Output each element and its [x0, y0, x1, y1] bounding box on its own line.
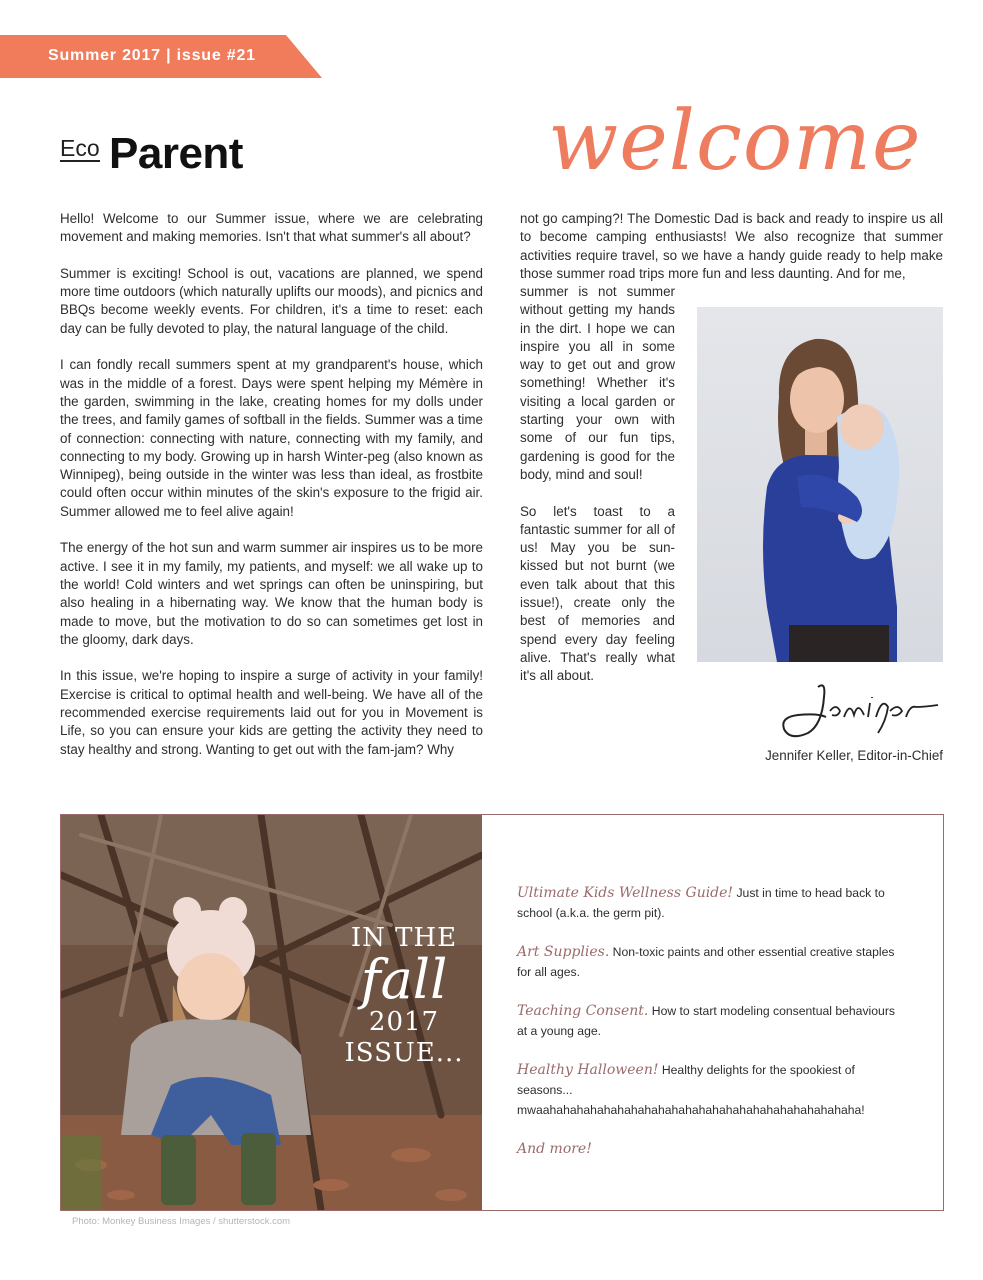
photo-credit: Photo: Monkey Business Images / shutterstock.com — [72, 1216, 291, 1227]
promo-item — [517, 1139, 907, 1159]
promo-item-text: Healthy delights for the spookiest of seasons... mwaahahahahahahahahahahahahahahahahahahahahahahaha! — [517, 1063, 865, 1117]
letter-right-column — [520, 283, 675, 704]
promo-item-head: Teaching Consent. — [517, 1003, 649, 1019]
promo-title-line3: 2017 — [368, 1007, 440, 1037]
signature-scribble — [778, 677, 944, 747]
letter-paragraph: So let's toast to a fantastic summer for all of us! May you be sun-kissed but not burnt (we even talk about that this issue!), create only the best of memories and spend every day feeling alive. That's really what it's all about. — [520, 503, 675, 684]
logo-eco: Eco — [60, 135, 100, 161]
editor-credit: Jennifer Keller, Editor-in-Chief — [765, 748, 943, 763]
logo-parent: Parent — [109, 129, 243, 178]
letter-paragraph: I can fondly recall summers spent at my grandparent's house, which was in the middle of a forest. Days were spent helping my Mémère in the garden, swimming in the lake, creating homes for my dolls under the trees, and family games of softball in the fields. Summer was a time of connection: connecting with nature, connecting with my family, and connecting to my body. Growing up in harsh Winter-peg (also known as Winnipeg), being outside in the winter was less than ideal, as frostbite could often occur within minutes of the skin's exposure to the frigid air. Summer allowed me to feel alive again! — [60, 357, 483, 519]
promo-item — [517, 883, 907, 923]
issue-label: Summer 2017 | issue #21 — [48, 47, 256, 64]
letter-paragraph: The energy of the hot sun and warm summer air inspires us to be more active. I see it in my family, my patients, and myself: we all wake up to the world! Cold winters and wet springs can often be uninspiring, but also healing in a hibernating way. We know that the human body is made to move, but the motivation to do so can sometimes get lost in the gloomy, dark days. — [60, 540, 483, 647]
editor-photo-illustration — [697, 307, 943, 662]
letter-paragraph: In this issue, we're hoping to inspire a surge of activity in your family! Exercise is critical to optimal health and well-being. We have all of the recommended exercise requirements laid out for you in Movement is Life, so you can ensure your kids are getting the activity they need to stay healthy and strong. Wanting to get out with the fam-jam? Why — [60, 668, 483, 757]
promo-title-line2: fall — [360, 948, 448, 1011]
promo-item — [517, 1001, 907, 1041]
promo-item-head: Art Supplies. — [517, 944, 610, 960]
promo-item-text: Just in time to head back to school (a.k.a. the germ pit). — [517, 886, 885, 920]
promo-title-line4: ISSUE... — [344, 1038, 464, 1068]
promo-item-head: And more! — [517, 1141, 592, 1157]
promo-title-line1: IN THE — [350, 923, 458, 953]
fall-issue-promo — [60, 814, 944, 1211]
letter-right-top — [520, 210, 943, 283]
issue-tab — [0, 35, 322, 78]
promo-item-text: How to start modeling consentual behaviours at a young age. — [517, 1004, 895, 1038]
letter-paragraph: not go camping?! The Domestic Dad is back and ready to inspire us all to become camping enthusiasts! We also recognize that summer activities require travel, so we have a handy guide ready to help make those summer road trips more fun and less daunting. And for me, — [520, 211, 943, 281]
promo-item — [517, 1060, 907, 1120]
letter-left-column — [60, 210, 483, 777]
letter-paragraph: Summer is exciting! School is out, vacations are planned, we spend more time outdoors (which naturally uplifts our moods), and picnics and BBQs become weekly events. For children, it's a time to reset: each day can be fully devoted to play, the natural language of the child. — [60, 265, 483, 336]
promo-item — [517, 942, 907, 982]
editor-photo — [697, 307, 943, 662]
letter-paragraph: Hello! Welcome to our Summer issue, where we are celebrating movement and making memories. Isn't that what summer's all about? — [60, 211, 483, 245]
welcome-title: welcome — [548, 94, 922, 189]
promo-item-head: Healthy Halloween! — [517, 1062, 659, 1078]
promo-item-text: Non-toxic paints and other essential creative staples for all ages. — [517, 945, 895, 979]
promo-title — [329, 923, 479, 1069]
promo-list — [517, 883, 907, 1178]
editor-signature — [778, 677, 944, 747]
promo-item-head: Ultimate Kids Wellness Guide! — [517, 885, 734, 901]
promo-photo — [61, 815, 482, 1210]
letter-paragraph: summer is not summer without getting my hands in the dirt. I hope we can inspire you all in some way to get out and grow something! Whether it's visiting a local garden or starting your own with some of our fun tips, gardening is good for the body, mind and soul! — [520, 284, 675, 482]
